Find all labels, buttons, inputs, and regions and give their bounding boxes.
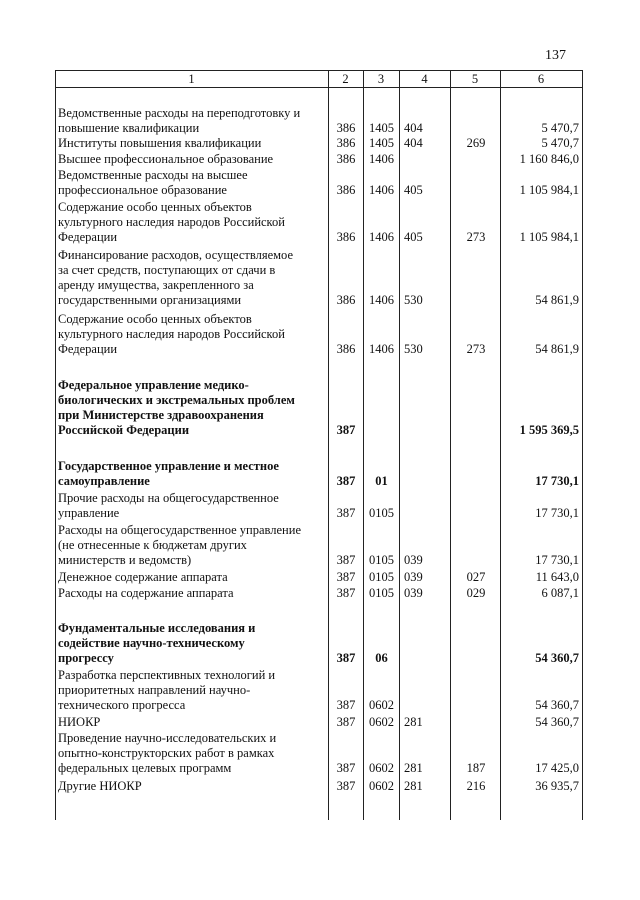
row-name <box>58 621 323 666</box>
cell-c2: 387 <box>336 698 356 712</box>
cell-c6: 54 861,9 <box>535 342 579 356</box>
cell-c3: 0602 <box>369 698 394 712</box>
cell-c3: 1406 <box>369 342 394 356</box>
cell-c4: 530 <box>404 293 423 307</box>
cell-c4: 405 <box>404 230 423 244</box>
cell-c2: 387 <box>336 553 356 567</box>
cell-c2: 386 <box>336 293 356 307</box>
row-name-text: Прочие расходы на общегосударственное управление <box>58 491 279 520</box>
table-row <box>55 378 583 438</box>
cell-c2: 387 <box>336 651 356 665</box>
row-name-text: Высшее профессиональное образование <box>58 152 274 166</box>
cell-c4: 404 <box>404 121 423 135</box>
table-row <box>55 570 583 585</box>
table-row <box>55 715 583 730</box>
cell-c3: 06 <box>375 651 388 665</box>
row-name-text: Институты повышения квалификации <box>58 136 262 150</box>
row-name <box>58 668 323 713</box>
row-name-text: Проведение научно-исследовательских и опытно-конструкторских работ в рамках федеральных целевых программ <box>58 731 277 775</box>
table-row <box>55 200 583 245</box>
cell-c3: 0602 <box>369 779 394 793</box>
cell-c3: 0105 <box>369 586 394 600</box>
column-header-5: 5 <box>471 72 479 86</box>
cell-c3: 01 <box>375 474 388 488</box>
table-row <box>55 459 583 489</box>
table-row <box>55 621 583 666</box>
row-name-text: Ведомственные расходы на высшее профессиональное образование <box>58 168 248 197</box>
row-name <box>58 715 323 730</box>
table-row <box>55 106 583 136</box>
row-name-text: НИОКР <box>58 715 101 729</box>
budget-table <box>55 70 583 820</box>
cell-c4: 281 <box>404 779 423 793</box>
table-row <box>55 312 583 357</box>
table-row <box>55 152 583 167</box>
cell-c2: 386 <box>336 342 356 356</box>
table-row <box>55 731 583 776</box>
table-row <box>55 491 583 521</box>
row-name-text: Денежное содержание аппарата <box>58 570 228 584</box>
cell-c2: 387 <box>336 586 356 600</box>
cell-c6: 36 935,7 <box>535 779 579 793</box>
row-name <box>58 248 323 308</box>
cell-c6: 5 470,7 <box>541 136 579 150</box>
cell-c5: 273 <box>466 342 486 356</box>
cell-c2: 386 <box>336 230 356 244</box>
row-name-text: Разработка перспективных технологий и приоритетных направлений научно- технического прогресса <box>58 668 276 712</box>
cell-c6: 17 730,1 <box>535 474 579 488</box>
column-header-3: 3 <box>377 72 385 86</box>
row-name-text: Федеральное управление медико- биологических и экстремальных проблем при Министерстве здравоохранения Российской Федерации <box>58 378 295 437</box>
cell-c3: 0105 <box>369 570 394 584</box>
cell-c2: 387 <box>336 761 356 775</box>
cell-c5: 273 <box>466 230 486 244</box>
cell-c2: 386 <box>336 183 356 197</box>
cell-c6: 54 861,9 <box>535 293 579 307</box>
cell-c6: 1 105 984,1 <box>519 183 579 197</box>
row-name <box>58 136 323 151</box>
cell-c4: 530 <box>404 342 423 356</box>
cell-c4: 039 <box>404 570 423 584</box>
row-name-text: Расходы на общегосударственное управление (не отнесенные к бюджетам других министерств и ведомств) <box>58 523 301 567</box>
cell-c3: 1405 <box>369 136 394 150</box>
cell-c6: 17 730,1 <box>535 506 579 520</box>
page-number: 137 <box>545 48 566 63</box>
column-header-6: 6 <box>537 72 545 86</box>
row-name <box>58 168 323 198</box>
row-name-text: Другие НИОКР <box>58 779 142 793</box>
cell-c3: 0105 <box>369 506 394 520</box>
row-name-text: Фундаментальные исследования и содействие научно-техническому прогрессу <box>58 621 256 665</box>
header-bottom-rule <box>55 87 583 88</box>
row-name-text: Государственное управление и местное самоуправление <box>58 459 279 488</box>
cell-c3: 1405 <box>369 121 394 135</box>
cell-c6: 17 730,1 <box>535 553 579 567</box>
cell-c4: 039 <box>404 586 423 600</box>
cell-c5: 027 <box>466 570 486 584</box>
cell-c5: 187 <box>466 761 486 775</box>
cell-c3: 0105 <box>369 553 394 567</box>
cell-c2: 386 <box>336 152 356 166</box>
cell-c6: 54 360,7 <box>535 698 579 712</box>
table-row <box>55 136 583 151</box>
cell-c2: 386 <box>336 121 356 135</box>
table-row <box>55 668 583 713</box>
cell-c6: 1 595 369,5 <box>519 423 579 437</box>
cell-c3: 0602 <box>369 715 394 729</box>
cell-c3: 1406 <box>369 183 394 197</box>
table-row <box>55 168 583 198</box>
row-name <box>58 779 323 794</box>
cell-c5: 029 <box>466 586 486 600</box>
row-name <box>58 570 323 585</box>
column-header-4: 4 <box>421 72 428 86</box>
cell-c6: 1 105 984,1 <box>519 230 579 244</box>
cell-c2: 387 <box>336 423 356 437</box>
cell-c4: 281 <box>404 761 423 775</box>
cell-c4: 281 <box>404 715 423 729</box>
cell-c2: 387 <box>336 570 356 584</box>
cell-c3: 1406 <box>369 293 394 307</box>
cell-c4: 405 <box>404 183 423 197</box>
cell-c5: 269 <box>466 136 486 150</box>
cell-c6: 6 087,1 <box>541 586 579 600</box>
cell-c6: 54 360,7 <box>535 651 579 665</box>
cell-c6: 5 470,7 <box>541 121 579 135</box>
cell-c3: 1406 <box>369 230 394 244</box>
cell-c4: 404 <box>404 136 423 150</box>
row-name <box>58 200 323 245</box>
column-header-1: 1 <box>188 72 195 86</box>
table-row <box>55 523 583 568</box>
cell-c3: 0602 <box>369 761 394 775</box>
table-row <box>55 779 583 794</box>
cell-c6: 54 360,7 <box>535 715 579 729</box>
cell-c6: 11 643,0 <box>535 570 579 584</box>
column-header-2: 2 <box>342 72 349 86</box>
cell-c4: 039 <box>404 553 423 567</box>
row-name-text: Содержание особо ценных объектов культурного наследия народов Российской Федерации <box>58 200 285 244</box>
row-name-text: Расходы на содержание аппарата <box>58 586 234 600</box>
cell-c2: 387 <box>336 715 356 729</box>
row-name-text: Ведомственные расходы на переподготовку и повышение квалификации <box>58 106 301 135</box>
cell-c2: 386 <box>336 136 356 150</box>
row-name <box>58 523 323 568</box>
cell-c6: 17 425,0 <box>535 761 579 775</box>
table-row <box>55 586 583 601</box>
row-name <box>58 731 323 776</box>
row-name <box>58 152 323 167</box>
row-name-text: Финансирование расходов, осуществляемое за счет средств, поступающих от сдачи в аренду имущества, закрепленного за государственными организациями <box>58 248 293 307</box>
cell-c5: 216 <box>466 779 486 793</box>
row-name <box>58 459 323 489</box>
table-row <box>55 248 583 308</box>
row-name <box>58 378 323 438</box>
row-name-text: Содержание особо ценных объектов культурного наследия народов Российской Федерации <box>58 312 285 356</box>
cell-c2: 387 <box>336 474 356 488</box>
cell-c6: 1 160 846,0 <box>519 152 579 166</box>
cell-c2: 387 <box>336 779 356 793</box>
row-name <box>58 312 323 357</box>
row-name <box>58 491 323 521</box>
row-name <box>58 586 323 601</box>
cell-c3: 1406 <box>369 152 394 166</box>
cell-c2: 387 <box>336 506 356 520</box>
row-name <box>58 106 323 136</box>
